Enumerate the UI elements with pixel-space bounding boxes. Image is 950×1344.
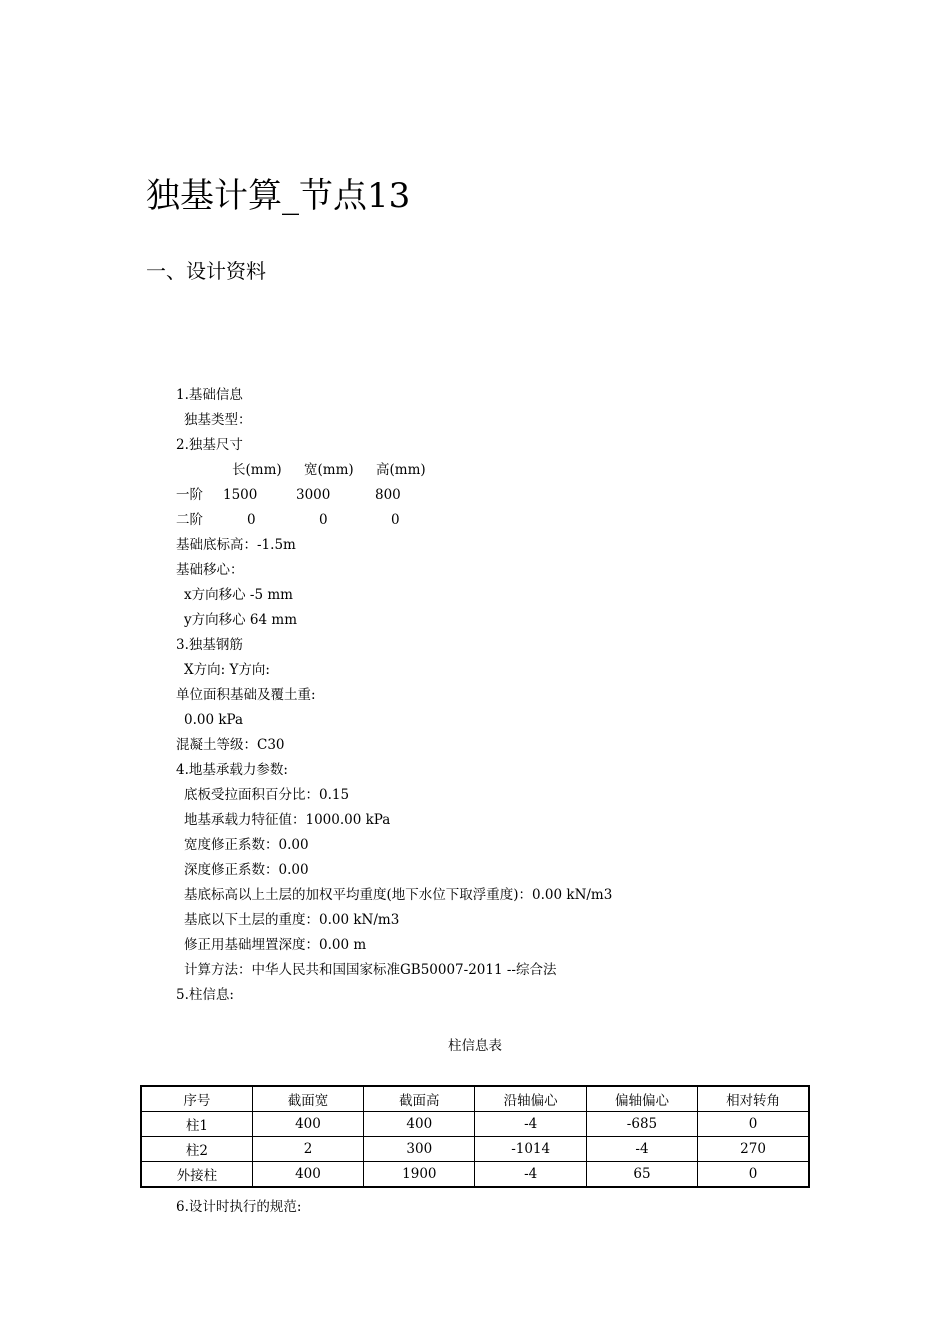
bearing-item: 深度修正系数：0.00 bbox=[184, 862, 309, 878]
y-offset: y方向移心 64 mm bbox=[184, 612, 297, 628]
table-cell: -1014 bbox=[475, 1137, 586, 1162]
bearing-item: 宽度修正系数：0.00 bbox=[184, 837, 309, 853]
x-offset: x方向移心 -5 mm bbox=[184, 587, 293, 603]
table-cell: 0 bbox=[698, 1162, 809, 1188]
table-cell: 400 bbox=[252, 1162, 363, 1188]
bearing-item: 基底标高以上土层的加权平均重度(地下水位下取浮重度)：0.00 kN/m3 bbox=[184, 887, 613, 903]
header-cell: 沿轴偏心 bbox=[475, 1086, 586, 1112]
table-cell: -4 bbox=[475, 1162, 586, 1188]
column-info-table bbox=[140, 1085, 810, 1188]
foundation-info-heading: 1.基础信息 bbox=[176, 387, 243, 403]
table-cell: 400 bbox=[252, 1112, 363, 1137]
table-cell: -685 bbox=[586, 1112, 697, 1137]
table-cell: 300 bbox=[364, 1137, 475, 1162]
dim-row-label: 二阶 bbox=[176, 512, 203, 528]
table-cell: 400 bbox=[364, 1112, 475, 1137]
dimensions-heading: 2.独基尺寸 bbox=[176, 437, 243, 453]
column-info-heading: 5.柱信息: bbox=[176, 987, 234, 1003]
header-cell: 序号 bbox=[141, 1086, 252, 1112]
table-row bbox=[141, 1162, 809, 1188]
unit-weight-value: 0.00 kPa bbox=[184, 712, 244, 728]
bearing-item: 基底以下土层的重度：0.00 kN/m3 bbox=[184, 912, 400, 928]
dim-row-height: 0 bbox=[391, 512, 400, 528]
header-cell: 截面高 bbox=[364, 1086, 475, 1112]
table-header-row bbox=[141, 1086, 809, 1112]
foundation-type-label: 独基类型： bbox=[184, 412, 252, 428]
table-cell: 270 bbox=[698, 1137, 809, 1162]
header-cell: 截面宽 bbox=[252, 1086, 363, 1112]
dim-row-length: 0 bbox=[247, 512, 256, 528]
base-elevation: 基础底标高：-1.5m bbox=[176, 537, 296, 553]
table-cell: 65 bbox=[586, 1162, 697, 1188]
table-cell: 外接柱 bbox=[141, 1162, 252, 1188]
offset-label: 基础移心： bbox=[176, 562, 244, 578]
bearing-heading: 4.地基承载力参数: bbox=[176, 762, 288, 778]
dim-row-label: 一阶 bbox=[176, 487, 203, 503]
bearing-item: 修正用基础埋置深度：0.00 m bbox=[184, 937, 367, 953]
dim-row-width: 3000 bbox=[296, 487, 331, 503]
table-title: 柱信息表 bbox=[448, 1038, 502, 1054]
bearing-item: 底板受拉面积百分比：0.15 bbox=[184, 787, 350, 803]
rebar-heading: 3.独基钢筋 bbox=[176, 637, 243, 653]
table-cell: 1900 bbox=[364, 1162, 475, 1188]
header-cell: 偏轴偏心 bbox=[586, 1086, 697, 1112]
dim-col-length: 长(mm) bbox=[232, 462, 282, 478]
dim-row-width: 0 bbox=[319, 512, 328, 528]
table-cell: -4 bbox=[475, 1112, 586, 1137]
rebar-directions: X方向: Y方向: bbox=[184, 662, 270, 678]
page-title: 独基计算_节点13 bbox=[146, 176, 411, 216]
section-heading: 一、设计资料 bbox=[146, 259, 266, 283]
header-cell: 相对转角 bbox=[698, 1086, 809, 1112]
table-cell: 2 bbox=[252, 1137, 363, 1162]
concrete-grade: 混凝土等级：C30 bbox=[176, 737, 285, 753]
dim-col-width: 宽(mm) bbox=[304, 462, 354, 478]
table-row bbox=[141, 1112, 809, 1137]
dim-col-height: 高(mm) bbox=[376, 462, 426, 478]
dim-row-length: 1500 bbox=[223, 487, 258, 503]
table-cell: 柱2 bbox=[141, 1137, 252, 1162]
unit-weight-label: 单位面积基础及覆土重: bbox=[176, 687, 316, 703]
table-cell: 0 bbox=[698, 1112, 809, 1137]
bearing-item: 地基承载力特征值：1000.00 kPa bbox=[184, 812, 391, 828]
bearing-item: 计算方法：中华人民共和国国家标准GB50007-2011 --综合法 bbox=[184, 962, 557, 978]
codes-heading: 6.设计时执行的规范: bbox=[176, 1199, 302, 1215]
table-cell: -4 bbox=[586, 1137, 697, 1162]
table-row bbox=[141, 1137, 809, 1162]
dim-row-height: 800 bbox=[375, 487, 401, 503]
table-cell: 柱1 bbox=[141, 1112, 252, 1137]
